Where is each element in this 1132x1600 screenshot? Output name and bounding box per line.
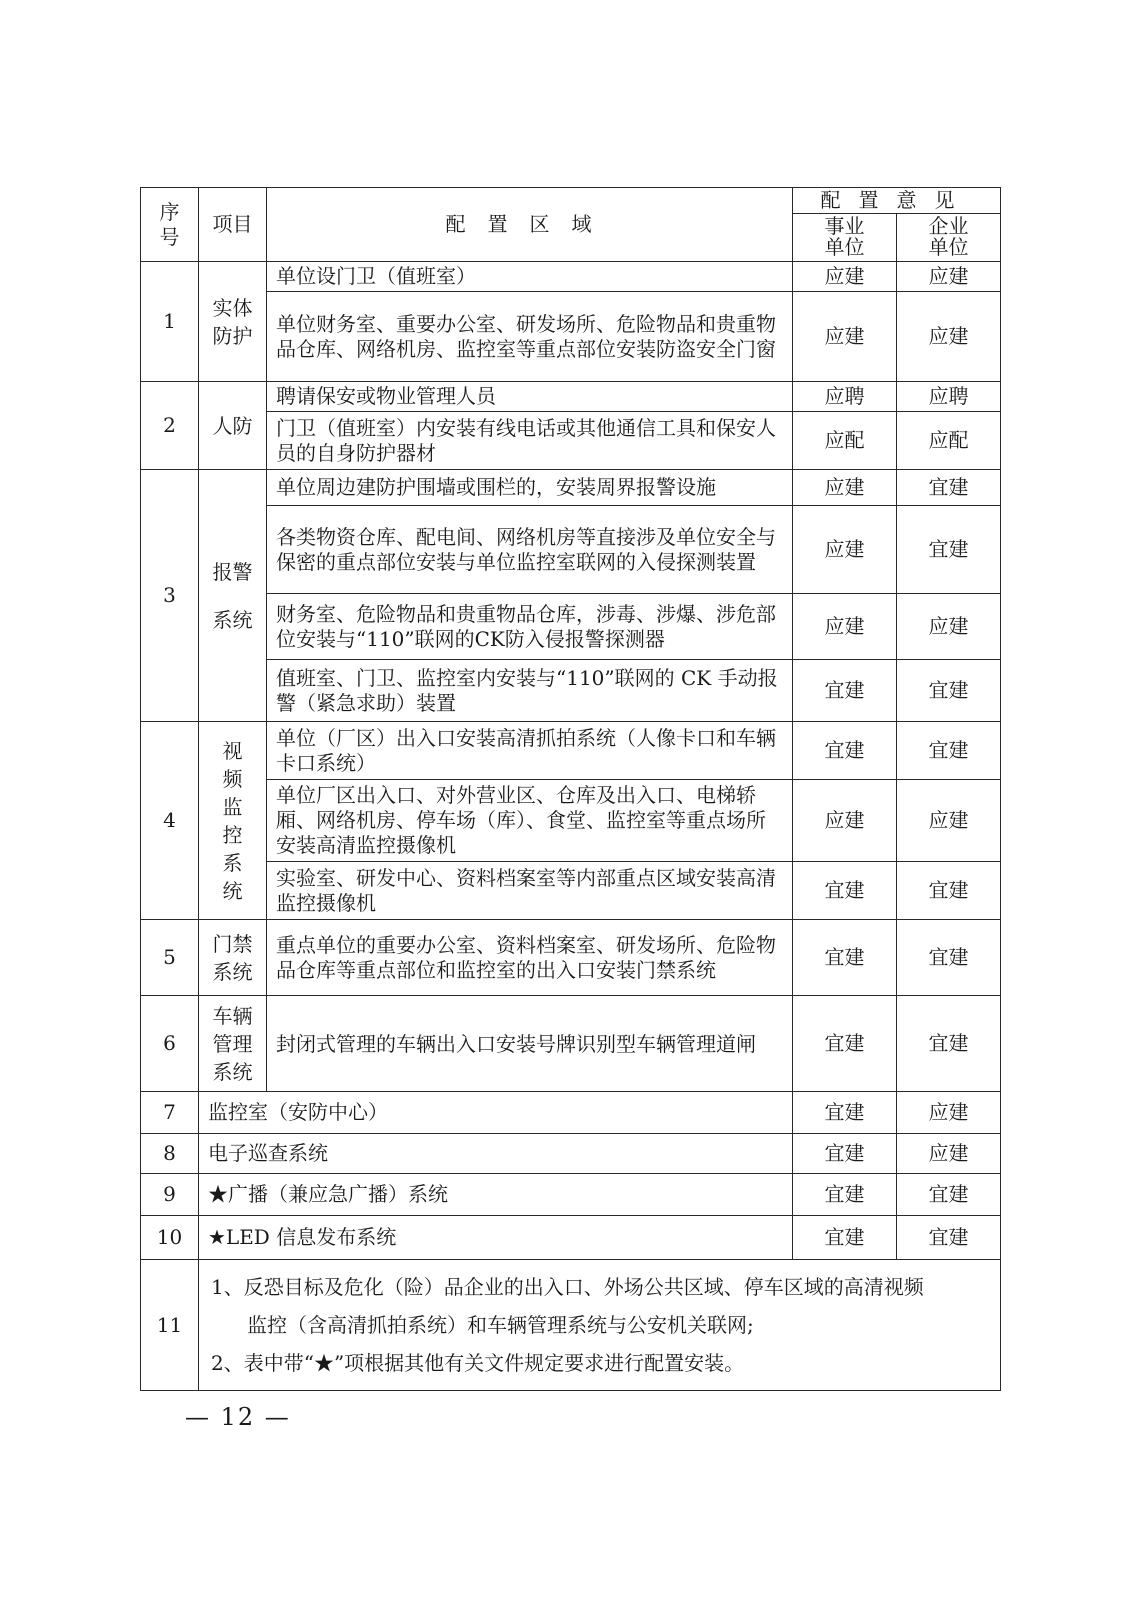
header-public-unit: 事业单位 (793, 214, 897, 262)
enterprise-cell: 应建 (897, 594, 1001, 660)
area-cell: 电子巡查系统 (199, 1134, 793, 1174)
public-cell: 应建 (793, 470, 897, 506)
table-row (141, 412, 1001, 470)
table-row (141, 660, 1001, 722)
enterprise-cell: 宜建 (897, 1216, 1001, 1260)
area-cell: ★广播（兼应急广播）系统 (199, 1174, 793, 1216)
table-row (141, 996, 1001, 1092)
enterprise-cell: 应建 (897, 1092, 1001, 1134)
public-cell: 应建 (793, 594, 897, 660)
table-row (141, 920, 1001, 996)
header-item: 项目 (199, 188, 267, 262)
item-cell: 视频监控系统 (199, 722, 267, 920)
seq-cell: 2 (141, 382, 199, 470)
table-row (141, 470, 1001, 506)
area-cell: 实验室、研发中心、资料档案室等内部重点区域安装高清监控摄像机 (267, 862, 793, 920)
enterprise-cell: 宜建 (897, 506, 1001, 594)
area-cell: 单位（厂区）出入口安装高清抓拍系统（人像卡口和车辆卡口系统） (267, 722, 793, 780)
header-enterprise-unit: 企业单位 (897, 214, 1001, 262)
area-cell: 聘请保安或物业管理人员 (267, 382, 793, 412)
public-cell: 宜建 (793, 996, 897, 1092)
enterprise-cell: 应配 (897, 412, 1001, 470)
public-cell: 宜建 (793, 660, 897, 722)
public-cell: 应配 (793, 412, 897, 470)
seq-cell: 11 (141, 1260, 199, 1391)
table-row (141, 1216, 1001, 1260)
seq-cell: 8 (141, 1134, 199, 1174)
seq-cell: 3 (141, 470, 199, 722)
table-row (141, 594, 1001, 660)
enterprise-cell: 应聘 (897, 382, 1001, 412)
area-cell: ★LED 信息发布系统 (199, 1216, 793, 1260)
enterprise-cell: 应建 (897, 292, 1001, 382)
table-row (141, 506, 1001, 594)
note-line-2: 2、表中带“★”项根据其他有关文件规定要求进行配置安装。 (211, 1351, 745, 1375)
public-cell: 应建 (793, 262, 897, 292)
table-row (141, 262, 1001, 292)
table-row (141, 722, 1001, 780)
table-row (141, 1134, 1001, 1174)
public-cell: 宜建 (793, 722, 897, 780)
table-row (141, 780, 1001, 862)
table-row (141, 382, 1001, 412)
public-cell: 宜建 (793, 862, 897, 920)
public-cell: 宜建 (793, 920, 897, 996)
area-cell: 监控室（安防中心） (199, 1092, 793, 1134)
public-cell: 应建 (793, 506, 897, 594)
enterprise-cell: 应建 (897, 780, 1001, 862)
public-cell: 宜建 (793, 1216, 897, 1260)
area-cell: 单位厂区出入口、对外营业区、仓库及出入口、电梯轿厢、网络机房、停车场（库）、食堂、监控室等重点场所安装高清监控摄像机 (267, 780, 793, 862)
page-number: — 12 — (185, 1403, 291, 1431)
item-cell: 人防 (199, 382, 267, 470)
public-cell: 应建 (793, 780, 897, 862)
notes-cell (199, 1260, 1001, 1391)
enterprise-cell: 宜建 (897, 722, 1001, 780)
table-row (141, 1092, 1001, 1134)
area-cell: 财务室、危险物品和贵重物品仓库，涉毒、涉爆、涉危部位安装与“110”联网的CK防入侵报警探测器 (267, 594, 793, 660)
enterprise-cell: 宜建 (897, 862, 1001, 920)
public-cell: 宜建 (793, 1174, 897, 1216)
enterprise-cell: 应建 (897, 1134, 1001, 1174)
seq-cell: 10 (141, 1216, 199, 1260)
enterprise-cell: 宜建 (897, 996, 1001, 1092)
item-cell: 车辆管理系统 (199, 996, 267, 1092)
enterprise-cell: 应建 (897, 262, 1001, 292)
note-line-1-continued: 监控（含高清抓拍系统）和车辆管理系统与公安机关联网; (247, 1313, 754, 1337)
header-row (141, 188, 1001, 214)
item-cell: 实体防护 (199, 262, 267, 382)
header-opinion: 配置意见 (793, 188, 1001, 214)
public-cell: 宜建 (793, 1134, 897, 1174)
table-row (141, 862, 1001, 920)
note-line-1: 1、反恐目标及危化（险）品企业的出入口、外场公共区域、停车区域的高清视频 (211, 1275, 924, 1299)
seq-cell: 7 (141, 1092, 199, 1134)
table-row (141, 292, 1001, 382)
enterprise-cell: 宜建 (897, 660, 1001, 722)
area-cell: 值班室、门卫、监控室内安装与“110”联网的 CK 手动报警（紧急求助）装置 (267, 660, 793, 722)
public-cell: 宜建 (793, 1092, 897, 1134)
enterprise-cell: 宜建 (897, 920, 1001, 996)
item-cell: 门禁系统 (199, 920, 267, 996)
item-cell: 报警系统 (199, 470, 267, 722)
seq-cell: 5 (141, 920, 199, 996)
area-cell: 各类物资仓库、配电间、网络机房等直接涉及单位安全与保密的重点部位安装与单位监控室联网的入侵探测装置 (267, 506, 793, 594)
area-cell: 重点单位的重要办公室、资料档案室、研发场所、危险物品仓库等重点部位和监控室的出入口安装门禁系统 (267, 920, 793, 996)
seq-cell: 9 (141, 1174, 199, 1216)
header-seq: 序号 (141, 188, 199, 262)
public-cell: 应建 (793, 292, 897, 382)
header-area: 配置区域 (267, 188, 793, 262)
area-cell: 单位周边建防护围墙或围栏的，安装周界报警设施 (267, 470, 793, 506)
table-row (141, 1174, 1001, 1216)
notes-row (141, 1260, 1001, 1391)
enterprise-cell: 宜建 (897, 470, 1001, 506)
seq-cell: 4 (141, 722, 199, 920)
area-cell: 门卫（值班室）内安装有线电话或其他通信工具和保安人员的自身防护器材 (267, 412, 793, 470)
area-cell: 单位财务室、重要办公室、研发场所、危险物品和贵重物品仓库、网络机房、监控室等重点部位安装防盗安全门窗 (267, 292, 793, 382)
public-cell: 应聘 (793, 382, 897, 412)
area-cell: 封闭式管理的车辆出入口安装号牌识别型车辆管理道闸 (267, 996, 793, 1092)
enterprise-cell: 宜建 (897, 1174, 1001, 1216)
area-cell: 单位设门卫（值班室） (267, 262, 793, 292)
configuration-table (140, 187, 1001, 1391)
seq-cell: 6 (141, 996, 199, 1092)
seq-cell: 1 (141, 262, 199, 382)
